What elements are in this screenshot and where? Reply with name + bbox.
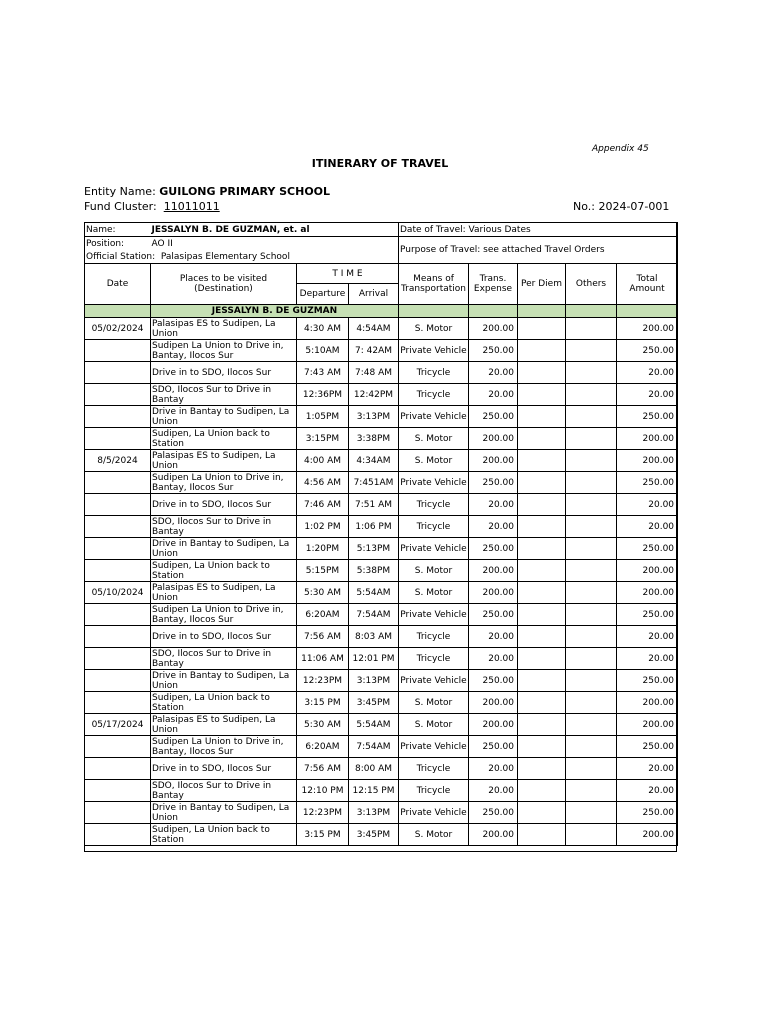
cell-trans-expense: 250.00: [469, 472, 518, 494]
cell-arrival: 5:54AM: [349, 714, 399, 736]
cell-departure: 12:10 PM: [297, 780, 349, 802]
table-row: [85, 560, 678, 582]
header-arrival: Arrival: [349, 284, 399, 305]
cell-total: 200.00: [617, 692, 678, 714]
cell-arrival: 1:06 PM: [349, 516, 399, 538]
name-value: JESSALYN B. DE GUZMAN, et. al: [151, 223, 399, 237]
cell-per-diem: [518, 802, 566, 824]
cell-trans-expense: 200.00: [469, 318, 518, 340]
cell-others: [566, 670, 617, 692]
cell-destination: Drive in to SDO, Ilocos Sur: [151, 758, 297, 780]
cell-arrival: 7:451AM: [349, 472, 399, 494]
header-means-line1: Means of: [413, 274, 454, 284]
date-of-travel: Date of Travel: Various Dates: [399, 223, 678, 237]
cell-total: 200.00: [617, 582, 678, 604]
cell-destination: Sudipen La Union to Drive in, Bantay, Ilocos Sur: [151, 604, 297, 626]
cell-departure: 1:20PM: [297, 538, 349, 560]
cell-date: [85, 736, 151, 758]
itinerary-table: [84, 222, 678, 846]
cell-date: [85, 758, 151, 780]
cell-date: [85, 516, 151, 538]
cell-total: 250.00: [617, 472, 678, 494]
cell-others: [566, 516, 617, 538]
cell-arrival: 3:38PM: [349, 428, 399, 450]
cell-date: [85, 340, 151, 362]
position-label: Position:: [85, 237, 151, 251]
cell-date: [85, 362, 151, 384]
header-places: [151, 264, 297, 305]
cell-arrival: 5:38PM: [349, 560, 399, 582]
cell-departure: 12:36PM: [297, 384, 349, 406]
table-row: [85, 714, 678, 736]
cell-arrival: 3:45PM: [349, 824, 399, 846]
cell-transport: Private Vehicle: [399, 604, 469, 626]
cell-arrival: 3:13PM: [349, 802, 399, 824]
cell-arrival: 5:13PM: [349, 538, 399, 560]
cell-per-diem: [518, 472, 566, 494]
cell-date: [85, 494, 151, 516]
cell-departure: 5:15PM: [297, 560, 349, 582]
cell-others: [566, 736, 617, 758]
header-others: Others: [566, 264, 617, 305]
cell-destination: SDO, Ilocos Sur to Drive in Bantay: [151, 648, 297, 670]
cell-total: 250.00: [617, 802, 678, 824]
cell-transport: Private Vehicle: [399, 802, 469, 824]
cell-trans-expense: 200.00: [469, 582, 518, 604]
cell-destination: Drive in Bantay to Sudipen, La Union: [151, 406, 297, 428]
cell-date: [85, 670, 151, 692]
table-row: [85, 362, 678, 384]
cell-destination: SDO, Ilocos Sur to Drive in Bantay: [151, 384, 297, 406]
cell-trans-expense: 200.00: [469, 450, 518, 472]
cell-others: [566, 560, 617, 582]
cell-others: [566, 538, 617, 560]
cell-arrival: 7:54AM: [349, 736, 399, 758]
cell-others: [566, 318, 617, 340]
cell-arrival: 7:54AM: [349, 604, 399, 626]
cell-per-diem: [518, 648, 566, 670]
header-date: Date: [85, 264, 151, 305]
cell-transport: Tricycle: [399, 626, 469, 648]
cell-arrival: 12:42PM: [349, 384, 399, 406]
cell-destination: Sudipen, La Union back to Station: [151, 824, 297, 846]
cell-date: 05/02/2024: [85, 318, 151, 340]
cell-total: 250.00: [617, 736, 678, 758]
cell-total: 250.00: [617, 538, 678, 560]
header-total-line1: Total: [636, 274, 658, 284]
entity-line: [84, 185, 330, 198]
name-label: Name:: [85, 223, 151, 237]
cell-destination: Palasipas ES to Sudipen, La Union: [151, 582, 297, 604]
table-row: [85, 406, 678, 428]
cell-destination: Drive in Bantay to Sudipen, La Union: [151, 670, 297, 692]
cell-arrival: 4:34AM: [349, 450, 399, 472]
purpose-of-travel: Purpose of Travel: see attached Travel Orders: [399, 237, 678, 264]
cell-total: 20.00: [617, 780, 678, 802]
cell-date: [85, 428, 151, 450]
cell-trans-expense: 250.00: [469, 406, 518, 428]
cell-per-diem: [518, 406, 566, 428]
cell-per-diem: [518, 340, 566, 362]
cell-per-diem: [518, 428, 566, 450]
cell-trans-expense: 20.00: [469, 626, 518, 648]
cell-total: 250.00: [617, 406, 678, 428]
cell-others: [566, 780, 617, 802]
cell-total: 200.00: [617, 318, 678, 340]
cell-arrival: 12:01 PM: [349, 648, 399, 670]
cell-arrival: 4:54AM: [349, 318, 399, 340]
cell-others: [566, 450, 617, 472]
cell-destination: Drive in to SDO, Ilocos Sur: [151, 362, 297, 384]
cell-total: 20.00: [617, 648, 678, 670]
cell-trans-expense: 200.00: [469, 560, 518, 582]
info-row-position: [85, 237, 678, 251]
cell-others: [566, 428, 617, 450]
station-label: Official Station:: [86, 251, 156, 262]
cell-transport: S. Motor: [399, 824, 469, 846]
cell-total: 20.00: [617, 384, 678, 406]
cell-transport: Tricycle: [399, 384, 469, 406]
cell-others: [566, 406, 617, 428]
table-row: [85, 516, 678, 538]
cell-others: [566, 384, 617, 406]
cell-departure: 4:56 AM: [297, 472, 349, 494]
cell-date: 05/10/2024: [85, 582, 151, 604]
cell-departure: 7:56 AM: [297, 626, 349, 648]
cell-transport: Tricycle: [399, 758, 469, 780]
document-number: No.: 2024-07-001: [573, 200, 670, 213]
cell-transport: Private Vehicle: [399, 538, 469, 560]
cell-others: [566, 648, 617, 670]
cell-others: [566, 340, 617, 362]
cell-date: [85, 406, 151, 428]
table-row: [85, 340, 678, 362]
cell-departure: 7:43 AM: [297, 362, 349, 384]
cell-transport: S. Motor: [399, 692, 469, 714]
cell-per-diem: [518, 670, 566, 692]
table-row: [85, 604, 678, 626]
cell-arrival: 3:45PM: [349, 692, 399, 714]
cell-total: 250.00: [617, 604, 678, 626]
cell-per-diem: [518, 714, 566, 736]
cell-transport: Private Vehicle: [399, 472, 469, 494]
person-name-row: [85, 305, 678, 318]
cell-per-diem: [518, 384, 566, 406]
header-trans-line2: Expense: [473, 284, 513, 294]
cell-destination: Sudipen La Union to Drive in, Bantay, Ilocos Sur: [151, 736, 297, 758]
cell-destination: Sudipen, La Union back to Station: [151, 560, 297, 582]
namebar-cell: [566, 305, 617, 318]
header-places-line2: (Destination): [194, 284, 253, 294]
cell-trans-expense: 20.00: [469, 516, 518, 538]
cell-departure: 12:23PM: [297, 670, 349, 692]
header-total-line2: Amount: [629, 284, 665, 294]
cell-others: [566, 714, 617, 736]
cell-transport: S. Motor: [399, 428, 469, 450]
cell-per-diem: [518, 736, 566, 758]
cell-departure: 11:06 AM: [297, 648, 349, 670]
header-trans-line1: Trans.: [479, 274, 507, 284]
cell-transport: Private Vehicle: [399, 406, 469, 428]
cell-destination: Sudipen La Union to Drive in, Bantay, Ilocos Sur: [151, 340, 297, 362]
cell-departure: 3:15 PM: [297, 692, 349, 714]
cell-others: [566, 582, 617, 604]
table-row: [85, 318, 678, 340]
cell-date: [85, 604, 151, 626]
cell-departure: 3:15PM: [297, 428, 349, 450]
cell-others: [566, 758, 617, 780]
cell-trans-expense: 250.00: [469, 670, 518, 692]
header-departure: Departure: [297, 284, 349, 305]
entity-name: GUILONG PRIMARY SCHOOL: [159, 185, 331, 198]
cell-transport: Tricycle: [399, 780, 469, 802]
cell-total: 20.00: [617, 362, 678, 384]
cell-total: 200.00: [617, 450, 678, 472]
cell-transport: Private Vehicle: [399, 736, 469, 758]
cell-trans-expense: 200.00: [469, 692, 518, 714]
cell-per-diem: [518, 538, 566, 560]
namebar-cell: [617, 305, 678, 318]
cell-trans-expense: 250.00: [469, 802, 518, 824]
table-row: [85, 472, 678, 494]
cell-destination: Drive in Bantay to Sudipen, La Union: [151, 538, 297, 560]
cell-arrival: 5:54AM: [349, 582, 399, 604]
cell-date: [85, 802, 151, 824]
cell-total: 250.00: [617, 340, 678, 362]
cell-trans-expense: 20.00: [469, 648, 518, 670]
cell-trans-expense: 250.00: [469, 604, 518, 626]
cell-transport: S. Motor: [399, 582, 469, 604]
cell-transport: Tricycle: [399, 516, 469, 538]
table-row: [85, 538, 678, 560]
appendix-label: Appendix 45: [592, 144, 649, 154]
cell-destination: Palasipas ES to Sudipen, La Union: [151, 714, 297, 736]
cell-trans-expense: 20.00: [469, 780, 518, 802]
cell-total: 20.00: [617, 626, 678, 648]
cell-arrival: 8:00 AM: [349, 758, 399, 780]
fund-cluster-line: [84, 200, 220, 213]
cell-arrival: 3:13PM: [349, 406, 399, 428]
cell-total: 250.00: [617, 670, 678, 692]
cell-departure: 5:30 AM: [297, 582, 349, 604]
cell-destination: Sudipen La Union to Drive in, Bantay, Ilocos Sur: [151, 472, 297, 494]
fund-cluster-value: 11011011: [163, 200, 220, 213]
cell-per-diem: [518, 318, 566, 340]
cell-per-diem: [518, 362, 566, 384]
table-row: [85, 626, 678, 648]
cell-total: 20.00: [617, 516, 678, 538]
cell-trans-expense: 200.00: [469, 714, 518, 736]
cell-total: 200.00: [617, 824, 678, 846]
cell-others: [566, 692, 617, 714]
table-row: [85, 758, 678, 780]
cell-per-diem: [518, 604, 566, 626]
cell-transport: Private Vehicle: [399, 340, 469, 362]
cell-others: [566, 472, 617, 494]
official-station: [85, 250, 399, 264]
cell-per-diem: [518, 824, 566, 846]
entity-label: Entity Name:: [84, 185, 156, 198]
cell-destination: SDO, Ilocos Sur to Drive in Bantay: [151, 780, 297, 802]
station-value: Palasipas Elementary School: [160, 251, 290, 262]
table-row: [85, 670, 678, 692]
cell-per-diem: [518, 560, 566, 582]
cell-departure: 12:23PM: [297, 802, 349, 824]
table-row: [85, 736, 678, 758]
namebar-spacer: [85, 305, 151, 318]
cell-date: [85, 692, 151, 714]
header-trans: [469, 264, 518, 305]
table-row: [85, 648, 678, 670]
cell-trans-expense: 250.00: [469, 538, 518, 560]
cell-others: [566, 494, 617, 516]
table-row: [85, 692, 678, 714]
cell-date: [85, 824, 151, 846]
cell-others: [566, 802, 617, 824]
cell-per-diem: [518, 626, 566, 648]
cell-transport: Tricycle: [399, 362, 469, 384]
cell-trans-expense: 200.00: [469, 824, 518, 846]
cell-destination: Palasipas ES to Sudipen, La Union: [151, 318, 297, 340]
cell-departure: 3:15 PM: [297, 824, 349, 846]
cell-total: 200.00: [617, 714, 678, 736]
cell-transport: S. Motor: [399, 714, 469, 736]
cell-transport: S. Motor: [399, 560, 469, 582]
cell-arrival: 3:13PM: [349, 670, 399, 692]
cell-date: [85, 472, 151, 494]
cell-departure: 7:46 AM: [297, 494, 349, 516]
table-row: [85, 824, 678, 846]
person-name: JESSALYN B. DE GUZMAN: [151, 305, 399, 318]
cell-date: [85, 538, 151, 560]
cell-transport: S. Motor: [399, 318, 469, 340]
namebar-cell: [399, 305, 469, 318]
cell-date: 8/5/2024: [85, 450, 151, 472]
cell-per-diem: [518, 516, 566, 538]
cell-departure: 5:10AM: [297, 340, 349, 362]
document-title: ITINERARY OF TRAVEL: [311, 157, 449, 170]
header-per-diem: Per Diem: [518, 264, 566, 305]
cell-trans-expense: 20.00: [469, 362, 518, 384]
header-means-line2: Transportation: [401, 284, 466, 294]
table-row: [85, 494, 678, 516]
cell-per-diem: [518, 780, 566, 802]
cell-per-diem: [518, 494, 566, 516]
cell-total: 200.00: [617, 560, 678, 582]
cell-trans-expense: 250.00: [469, 340, 518, 362]
cell-trans-expense: 20.00: [469, 758, 518, 780]
cell-departure: 4:00 AM: [297, 450, 349, 472]
cell-others: [566, 362, 617, 384]
cell-departure: 7:56 AM: [297, 758, 349, 780]
cell-others: [566, 824, 617, 846]
cell-arrival: 12:15 PM: [349, 780, 399, 802]
cell-transport: Private Vehicle: [399, 670, 469, 692]
namebar-cell: [518, 305, 566, 318]
table-row: [85, 428, 678, 450]
cell-destination: Drive in to SDO, Ilocos Sur: [151, 494, 297, 516]
cell-departure: 5:30 AM: [297, 714, 349, 736]
cell-transport: S. Motor: [399, 450, 469, 472]
cell-per-diem: [518, 758, 566, 780]
cell-date: [85, 648, 151, 670]
table-row: [85, 582, 678, 604]
cell-trans-expense: 20.00: [469, 384, 518, 406]
cell-arrival: 8:03 AM: [349, 626, 399, 648]
cell-others: [566, 626, 617, 648]
cell-per-diem: [518, 450, 566, 472]
header-total: [617, 264, 678, 305]
cell-destination: SDO, Ilocos Sur to Drive in Bantay: [151, 516, 297, 538]
cell-trans-expense: 200.00: [469, 428, 518, 450]
cell-arrival: 7: 42AM: [349, 340, 399, 362]
cell-date: [85, 560, 151, 582]
cell-trans-expense: 250.00: [469, 736, 518, 758]
cell-destination: Drive in Bantay to Sudipen, La Union: [151, 802, 297, 824]
cell-arrival: 7:51 AM: [349, 494, 399, 516]
fund-cluster-label: Fund Cluster:: [84, 200, 157, 213]
cell-per-diem: [518, 692, 566, 714]
table-row: [85, 384, 678, 406]
cell-departure: 6:20AM: [297, 604, 349, 626]
cell-date: [85, 780, 151, 802]
cell-departure: 4:30 AM: [297, 318, 349, 340]
cell-destination: Drive in to SDO, Ilocos Sur: [151, 626, 297, 648]
table-row: [85, 780, 678, 802]
cell-destination: Palasipas ES to Sudipen, La Union: [151, 450, 297, 472]
namebar-cell: [469, 305, 518, 318]
cell-date: [85, 384, 151, 406]
cell-arrival: 7:48 AM: [349, 362, 399, 384]
table-row: [85, 802, 678, 824]
cell-trans-expense: 20.00: [469, 494, 518, 516]
cell-date: [85, 626, 151, 648]
info-row-name: [85, 223, 678, 237]
cell-total: 20.00: [617, 494, 678, 516]
cell-total: 200.00: [617, 428, 678, 450]
header-places-line1: Places to be visited: [179, 274, 268, 284]
cell-others: [566, 604, 617, 626]
table-row: [85, 450, 678, 472]
cell-transport: Tricycle: [399, 494, 469, 516]
header-means: [399, 264, 469, 305]
cell-departure: 1:02 PM: [297, 516, 349, 538]
cell-total: 20.00: [617, 758, 678, 780]
cell-transport: Tricycle: [399, 648, 469, 670]
cell-date: 05/17/2024: [85, 714, 151, 736]
header-time: T I M E: [297, 264, 399, 284]
cell-destination: Sudipen, La Union back to Station: [151, 692, 297, 714]
cell-per-diem: [518, 582, 566, 604]
header-row-top: [85, 264, 678, 284]
cell-departure: 6:20AM: [297, 736, 349, 758]
cell-departure: 1:05PM: [297, 406, 349, 428]
cell-destination: Sudipen, La Union back to Station: [151, 428, 297, 450]
position-value: AO II: [151, 237, 399, 251]
